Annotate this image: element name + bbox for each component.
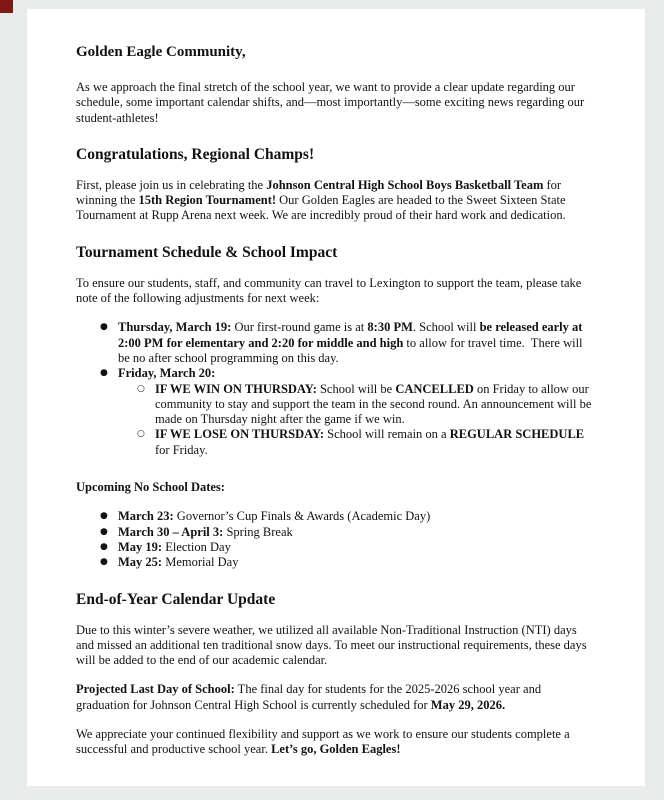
list-item-text [118, 320, 597, 366]
list-item [76, 509, 597, 524]
document-content [27, 9, 645, 758]
text-run: Memorial Day [162, 555, 239, 570]
text-run: 15th Region Tournament! [138, 193, 277, 208]
text-run: on Friday to allow our community to stay and support the team in the second round. An announcement will be made on Thursday night after the game if we win. [155, 381, 595, 427]
bullet-icon: ● [100, 368, 108, 379]
text-run: May 19: [118, 539, 163, 554]
text-run: May 25: [118, 555, 163, 570]
text-run: First, please join us in celebrating the [76, 177, 267, 192]
text-run: We appreciate your continued flexibility and support as we work to ensure our students complete a successful and productive school year. [76, 727, 573, 757]
text-run: Let’s go, Golden Eagles! [271, 742, 401, 757]
text-run: Projected Last Day of School: [76, 682, 235, 697]
text-run: IF WE WIN ON THURSDAY: [155, 381, 317, 396]
text-run: School will be [316, 381, 396, 396]
list-item [76, 555, 597, 570]
section-heading [76, 145, 597, 164]
section-heading [76, 243, 597, 262]
paragraph [76, 727, 597, 758]
list-item-text [118, 525, 597, 540]
paragraph [76, 178, 597, 224]
text-run: End-of-Year Calendar Update [76, 590, 276, 608]
text-run: Friday, March 20: [118, 366, 216, 381]
text-run: Our first-round game is at [231, 320, 368, 335]
list-item-text [118, 555, 597, 570]
document-page [27, 9, 645, 786]
list-item-text [155, 382, 597, 428]
bullet-icon: ○ [137, 429, 145, 440]
list-item [76, 382, 597, 428]
text-run: Congratulations, Regional Champs! [76, 145, 315, 163]
text-run: Tournament Schedule & School Impact [76, 243, 338, 261]
text-run: Our Golden Eagles are headed to the Sweet Sixteen State Tournament at Rupp Arena next week. We are incredibly proud of their hard work and dedication. [76, 193, 569, 223]
list-item [76, 525, 597, 540]
list-item-text [155, 427, 597, 458]
text-run: Thursday, March 19: [118, 320, 232, 335]
section-heading [76, 590, 597, 609]
text-run: REGULAR SCHEDULE [449, 427, 585, 442]
text-run: Upcoming No School Dates: [76, 480, 225, 495]
text-run: Election Day [162, 539, 231, 554]
text-run: Governor’s Cup Finals & Awards (Academic Day) [173, 509, 431, 524]
list-item-text [118, 509, 597, 524]
bullet-icon: ● [100, 322, 108, 333]
text-run: Spring Break [223, 524, 293, 539]
text-run: The final day for students for the 2025-2026 school year and graduation for Johnson Central High School is currently scheduled for [76, 682, 545, 712]
list-item [76, 427, 597, 458]
paragraph [76, 682, 597, 713]
text-run: March 30 – April 3: [118, 524, 224, 539]
text-run: be released early at 2:00 PM for elementary and 2:20 for middle and high [118, 320, 586, 350]
corner-marker [0, 0, 13, 13]
list-item [76, 540, 597, 555]
bullet-list [76, 509, 597, 570]
text-run: . School will [412, 320, 480, 335]
paragraph [76, 276, 597, 307]
text-run: IF WE LOSE ON THURSDAY: [155, 427, 325, 442]
paragraph [76, 480, 597, 495]
bullet-icon: ● [100, 557, 108, 568]
text-run: for winning the [76, 177, 565, 208]
text-run: As we approach the final stretch of the school year, we want to provide a clear update regarding our schedule, some important calendar shifts, and—most importantly—some exciting news regarding our student-athletes! [76, 80, 588, 125]
list-item-text [118, 366, 597, 381]
text-run: March 23: [118, 509, 174, 524]
list-item [76, 366, 597, 381]
text-run: CANCELLED [395, 381, 474, 396]
bullet-icon: ● [100, 526, 108, 537]
text-run: Golden Eagle Community, [76, 44, 246, 60]
text-run: Due to this winter’s severe weather, we utilized all available Non-Traditional Instruction (NTI) days and missed an additional ten traditional snow days. To meet our instructional requirements, these days will be added to the end of our academic calendar. [76, 622, 590, 668]
text-run: Johnson Central High School Boys Basketball Team [266, 177, 544, 192]
text-run: To ensure our students, staff, and community can travel to Lexington to support the team, please take note of the following adjustments for next week: [76, 275, 585, 306]
text-run: for Friday. [155, 427, 588, 457]
bullet-icon: ● [100, 541, 108, 552]
text-run: to allow for travel time. There will be no after school programming on this day. [118, 335, 586, 365]
text-run: 8:30 PM [367, 320, 413, 335]
bullet-icon: ● [100, 511, 108, 522]
paragraph [76, 623, 597, 669]
text-run: School will remain on a [324, 427, 450, 442]
list-item [76, 320, 597, 366]
bullet-icon: ○ [137, 383, 145, 394]
document-title [76, 43, 597, 62]
list-item-text [118, 540, 597, 555]
bullet-list [76, 320, 597, 458]
text-run: May 29, 2026. [430, 697, 506, 712]
paragraph [76, 80, 597, 126]
